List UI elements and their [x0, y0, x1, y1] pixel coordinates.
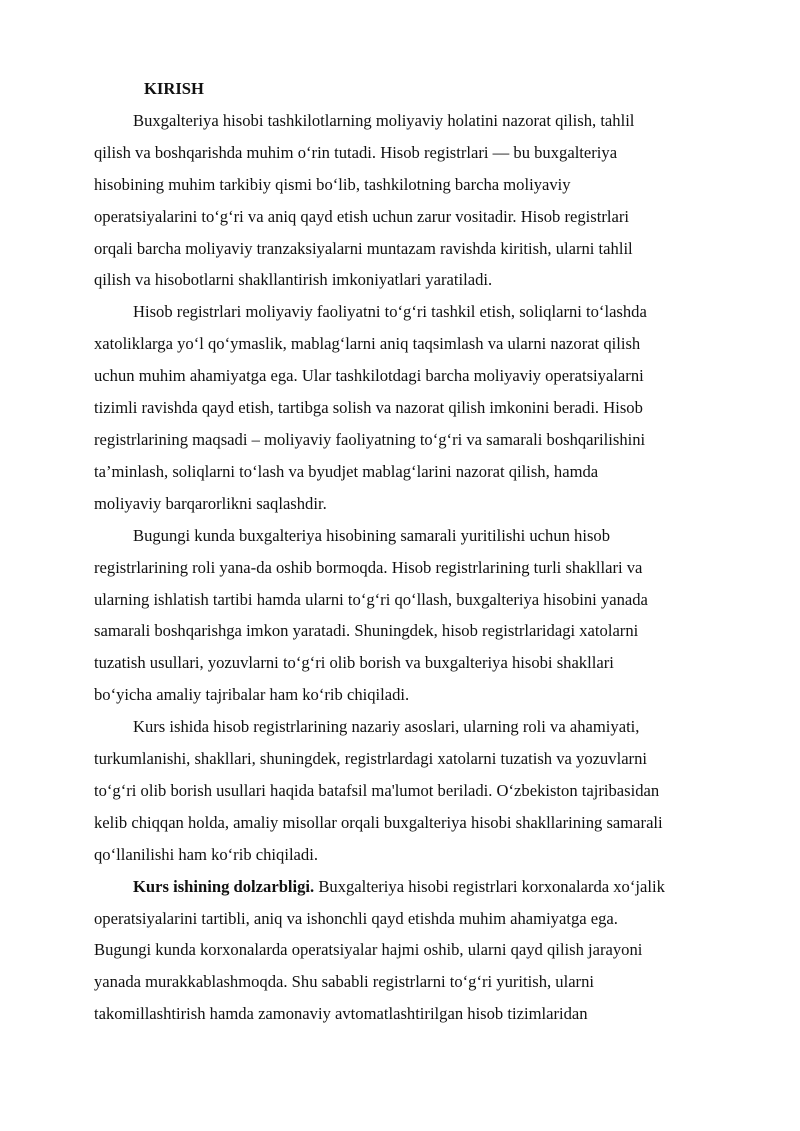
line: tuzatish usullari, yozuvlarni to‘g‘ri olib borish va buxgalteriya hisobi shakllari [94, 653, 614, 673]
line: yanada murakkablashmoqda. Shu sababli registrlarni to‘g‘ri yuritish, ularni [94, 972, 594, 992]
line: qo‘llanilishi ham ko‘rib chiqiladi. [94, 844, 318, 864]
line: samarali boshqarishga imkon yaratadi. Shuningdek, hisob registrlaridagi xatolarni [94, 621, 639, 641]
line: operatsiyalarini tartibli, aniq va ishonchli qayd etishda muhim ahamiyatga ega. [94, 908, 618, 928]
line: Hisob registrlari moliyaviy faoliyatni to‘g‘ri tashkil etish, soliqlarni to‘lashda [133, 302, 647, 322]
line: Bugungi kunda buxgalteriya hisobining samarali yuritilishi uchun hisob [133, 525, 611, 545]
section-heading: KIRISH [144, 79, 204, 98]
paragraph-today [94, 520, 756, 711]
line: operatsiyalarini to‘g‘ri va aniq qayd etish uchun zarur vositadir. Hisob registrlari [94, 206, 629, 226]
paragraph-registers [94, 296, 756, 519]
line: moliyaviy barqarorlikni saqlashdir. [94, 493, 327, 513]
line: Buxgalteriya hisobi registrlari korxonalarda xo‘jalik [314, 876, 665, 896]
paragraph-relevance [94, 871, 756, 1031]
paragraph-course-work [94, 711, 756, 871]
line: Kurs ishida hisob registrlarining nazariy asoslari, ularning roli va ahamiyati, [133, 717, 640, 737]
line: takomillashtirish hamda zamonaviy avtomatlashtirilgan hisob tizimlaridan [94, 1004, 588, 1024]
line: Bugungi kunda korxonalarda operatsiyalar hajmi oshib, ularni qayd qilish jarayoni [94, 940, 643, 960]
line: hisobining muhim tarkibiy qismi bo‘lib, tashkilotning barcha moliyaviy [94, 174, 571, 194]
relevance-lead: Kurs ishining dolzarbligi. [133, 876, 315, 896]
line: Buxgalteriya hisobi tashkilotlarning moliyaviy holatini nazorat qilish, tahlil [133, 110, 635, 130]
line: ta’minlash, soliqlarni to‘lash va byudjet mablag‘larini nazorat qilish, hamda [94, 461, 599, 481]
line: orqali barcha moliyaviy tranzaksiyalarni muntazam ravishda kiritish, ularni tahlil [94, 238, 633, 258]
line: registrlarining maqsadi – moliyaviy faoliyatning to‘g‘ri va samarali boshqarilishini [94, 429, 646, 449]
line: bo‘yicha amaliy tajribalar ham ko‘rib chiqiladi. [94, 685, 410, 705]
line: to‘g‘ri olib borish usullari haqida batafsil ma'lumot beriladi. O‘zbekiston tajribasidan [94, 780, 660, 800]
line: turkumlanishi, shakllari, shuningdek, registrlardagi xatolarni tuzatish va yozuvlarni [94, 749, 647, 769]
document-body [94, 73, 756, 1030]
line: ularning ishlatish tartibi hamda ularni to‘g‘ri qo‘llash, buxgalteriya hisobini yanada [94, 589, 648, 609]
line: tizimli ravishda qayd etish, tartibga solish va nazorat qilish imkonini beradi. Hisob [94, 398, 643, 418]
paragraph-intro [94, 105, 756, 296]
line: kelib chiqqan holda, amaliy misollar orqali buxgalteriya hisobi shakllarining samarali [94, 812, 663, 832]
line: uchun muhim ahamiyatga ega. Ular tashkilotdagi barcha moliyaviy operatsiyalarni [94, 366, 644, 386]
line: xatoliklarga yo‘l qo‘ymaslik, mablag‘larni aniq taqsimlash va ularni nazorat qilish [94, 334, 641, 354]
line: registrlarining roli yana-da oshib bormoqda. Hisob registrlarining turli shakllari va [94, 557, 643, 577]
line: qilish va hisobotlarni shakllantirish imkoniyatlari yaratiladi. [94, 270, 493, 290]
line: qilish va boshqarishda muhim o‘rin tutadi. Hisob registrlari — bu buxgalteriya [94, 142, 618, 162]
